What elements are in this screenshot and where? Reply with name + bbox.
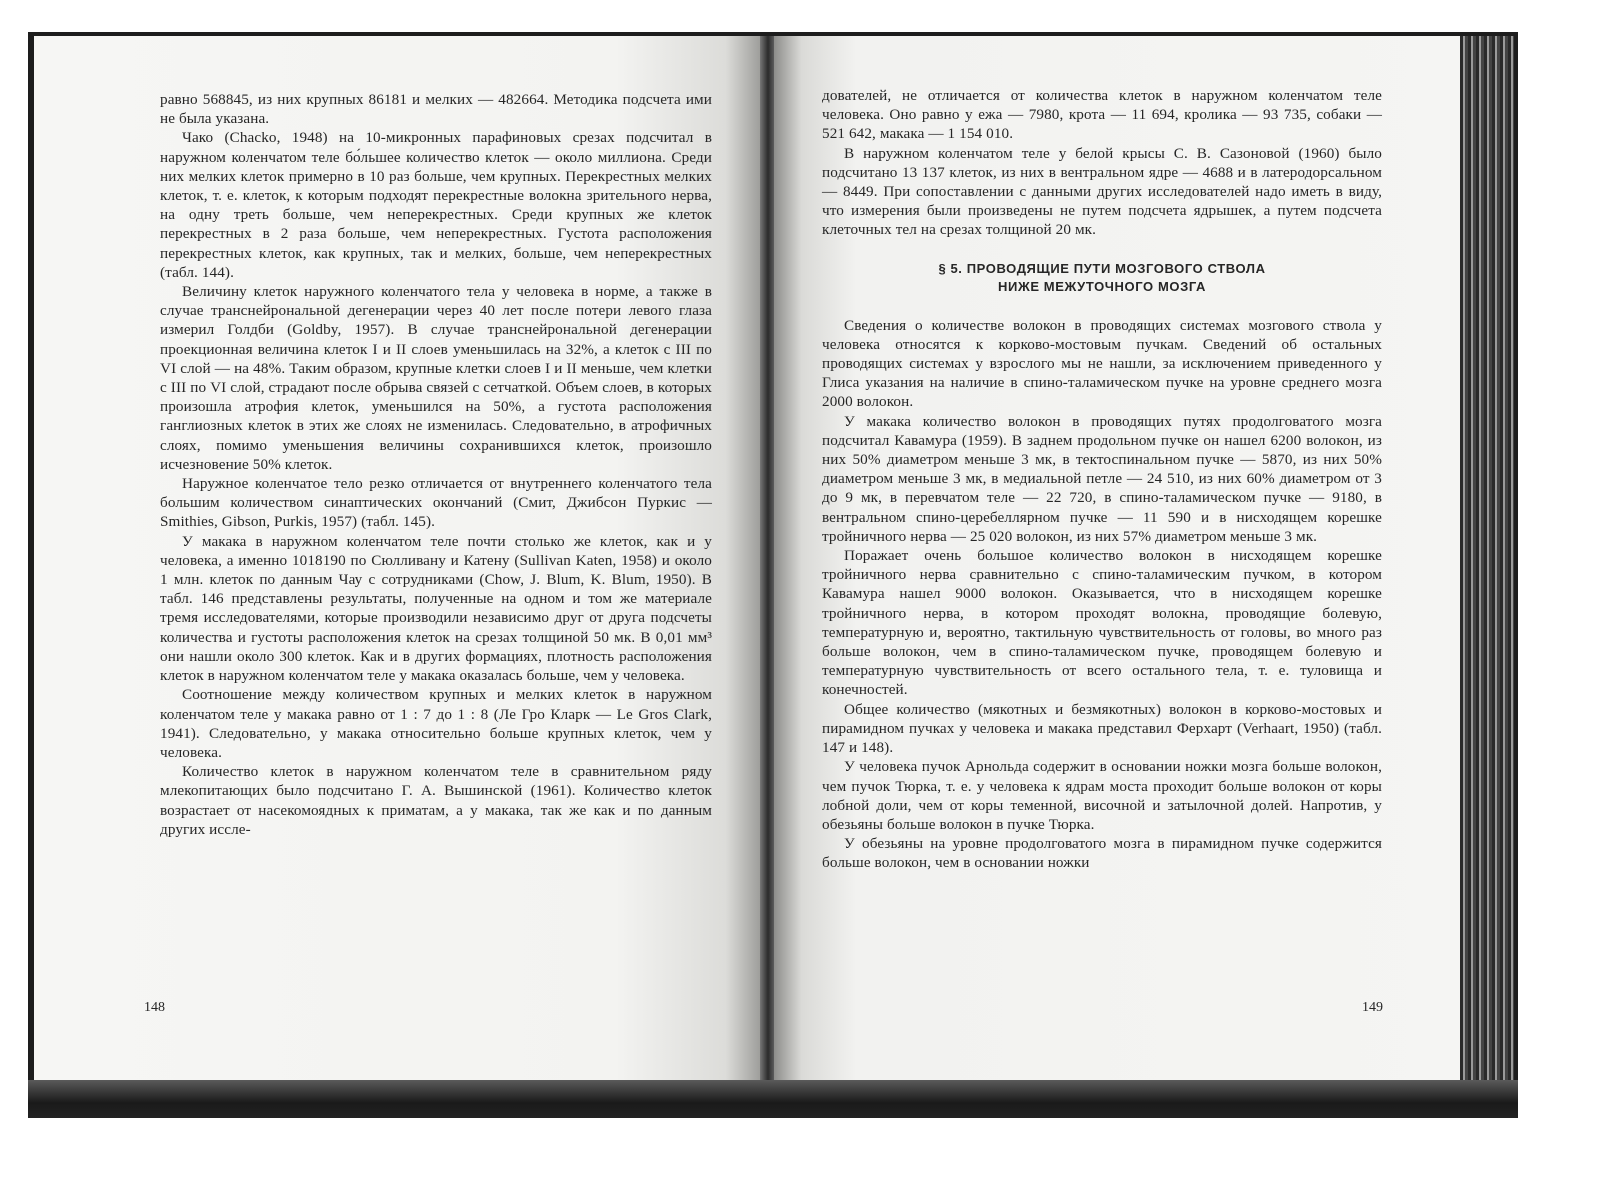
- paragraph: У обезьяны на уровне продолговатого мозга в пирамидном пучке содержится больше волокон, чем в основании ножки: [822, 835, 1382, 872]
- paragraph: равно 568845, из них крупных 86181 и мелких — 482664. Методика подсчета ими не была указана.: [160, 91, 712, 128]
- paragraph: Величину клеток наружного коленчатого тела у человека в норме, а также в случае транснейрональной дегенерации через 40 лет после потери левого глаза измерил Голдби (Goldby, 1957). В случае транснейрональной дегенерации проекционная величина клеток I и II слоев уменьшилась на 32%, а клеток с III по VI слой — на 48%. Таким образом, крупные клетки слоев I и II меньше, чем клетки с III по VI слой, страдают после обрыва связей с сетчаткой. Объем слоев, в которых произошла атрофия клеток, уменьшился на 50%, а густота расположения ганглиозных клеток в этих же слоях не изменилась. Следовательно, в атрофичных слоях, помимо уменьшения величины сохранившихся клеток, произошло исчезновение 50% клеток.: [160, 283, 712, 473]
- paragraph: Чако (Chacko, 1948) на 10-микронных парафиновых срезах подсчитал в наружном коленчатом теле бо́льшее количество клеток — около миллиона. Среди них мелких клеток примерно в 10 раз больше, чем крупных. Перекрестных мелких клеток, т. е. клеток, к которым подходят перекрестные волокна зрительного нерва, на одну треть больше, чем неперекрестных. Среди крупных же клеток перекрестных в 2 раза больше, чем неперекрестных. Густота расположения перекрестных клеток, как крупных, так и мелких, больше, чем неперекрестных (табл. 144).: [160, 129, 712, 281]
- paragraph: У макака количество волокон в проводящих путях продолговатого мозга подсчитал Кавамура (1959). В заднем продольном пучке он нашел 6200 волокон, из них 50% диаметром меньше 3 мк, в тектоспинальном пучке — 5870, из них 50% диаметром меньше 3 мк, в медиальной петле — 24 510, из них 60% диаметром от 3 до 9 мк, в перевчатом теле — 22 720, в спино-таламическом пучке — 9180, в вентральном спино-церебеллярном пучке — 11 590 и в нисходящем корешке тройничного нерва — 25 020 волокон, из них 57% диаметром меньше 3 мк.: [822, 412, 1382, 545]
- bottom-shadow: [28, 1080, 1518, 1118]
- paragraph: Общее количество (мякотных и безмякотных) волокон в корково-мостовых и пирамидном пучках у человека и макака представил Ферхарт (Verhaart, 1950) (табл. 147 и 148).: [822, 700, 1382, 757]
- paragraph: У человека пучок Арнольда содержит в основании ножки мозга больше волокон, чем пучок Тюрка, т. е. у человека к ядрам моста проходит больше волокон от коры лобной доли, чем от коры теменной, височной и затылочной долей. Напротив, у обезьяны больше волокон в пучке Тюрка.: [822, 758, 1382, 833]
- right-page-text: [822, 86, 1382, 873]
- section-heading-line2: НИЖЕ МЕЖУТОЧНОГО МОЗГА: [998, 278, 1206, 294]
- paragraph: дователей, не отличается от количества клеток в наружном коленчатом теле человека. Оно равно у ежа — 7980, крота — 11 694, кролика — 93 735, собаки — 521 642, макака — 1 154 010.: [822, 87, 1382, 143]
- paragraph: Поражает очень большое количество волокон в нисходящем корешке тройничного нерва сравнительно с спино-таламическим пучком, в котором Кавамура нашел 9000 волокон. Оказывается, что в нисходящем корешке тройничного нерва, в котором проходят волокна, проводящие болевую, температурную и, вероятно, тактильную чувствительность от головы, во много раз больше волокон, чем в спино-таламическом пучке, проводящем болевую и температурную чувствительность от всего остального тела, т. е. туловища и конечностей.: [822, 547, 1382, 699]
- page-number-right: 149: [1362, 1000, 1383, 1015]
- paragraph: Количество клеток в наружном коленчатом теле в сравнительном ряду млекопитающих было подсчитано Г. А. Вышинской (1961). Количество клеток возрастает от насекомоядных к приматам, а у макака, так же как и по данным других иссле-: [160, 763, 712, 838]
- left-page-text: [160, 90, 712, 839]
- section-heading-line1: § 5. ПРОВОДЯЩИЕ ПУТИ МОЗГОВОГО СТВОЛА: [938, 260, 1266, 276]
- paragraph: Сведения о количестве волокон в проводящих системах мозгового ствола у человека относятся к корково-мостовым пучкам. Сведений об остальных проводящих системах у взрослого мы не нашли, за исключением приведенного у Глиса указания на наличие в спино-таламическом пучке на уровне среднего мозга 2000 волокон.: [822, 316, 1382, 411]
- paragraph: Наружное коленчатое тело резко отличается от внутреннего коленчатого тела большим количеством синаптических окончаний (Смит, Джибсон Пуркис — Smithies, Gibson, Purkis, 1957) (табл. 145).: [160, 475, 712, 531]
- section-heading: [822, 260, 1382, 296]
- book-page-edges: [1460, 36, 1514, 1088]
- page-number-left: 148: [144, 1000, 165, 1015]
- paragraph: Соотношение между количеством крупных и мелких клеток в наружном коленчатом теле у макака равно от 1 : 7 до 1 : 8 (Ле Гро Кларк — Le Gros Clark, 1941). Следовательно, у макака относительно больше крупных клеток, чем у человека.: [160, 686, 712, 761]
- paragraph: В наружном коленчатом теле у белой крысы С. В. Сазоновой (1960) было подсчитано 13 137 клеток, из них в вентральном ядре — 4688 и в латеродорсальном — 8449. При сопоставлении с данными других исследователей надо иметь в виду, что измерения были произведены не путем подсчета ядрышек, а путем подсчета клеточных тел на срезах толщиной 20 мк.: [822, 144, 1382, 239]
- paragraph: У макака в наружном коленчатом теле почти столько же клеток, как и у человека, а именно 1018190 по Сюлливану и Катену (Sullivan Katen, 1958) и около 1 млн. клеток по данным Чау с сотрудниками (Chow, J. Blum, K. Blum, 1950). В табл. 146 представлены результаты, полученные на одном и том же материале тремя исследователями, которые производили независимо друг от друга подсчеты количества и густоты расположения клеток на срезах толщиной 50 мк. В 0,01 мм³ они нашли около 300 клеток. Как и в других формациях, плотность расположения клеток в наружном коленчатом теле у макака оказалась больше, чем у человека.: [160, 532, 712, 685]
